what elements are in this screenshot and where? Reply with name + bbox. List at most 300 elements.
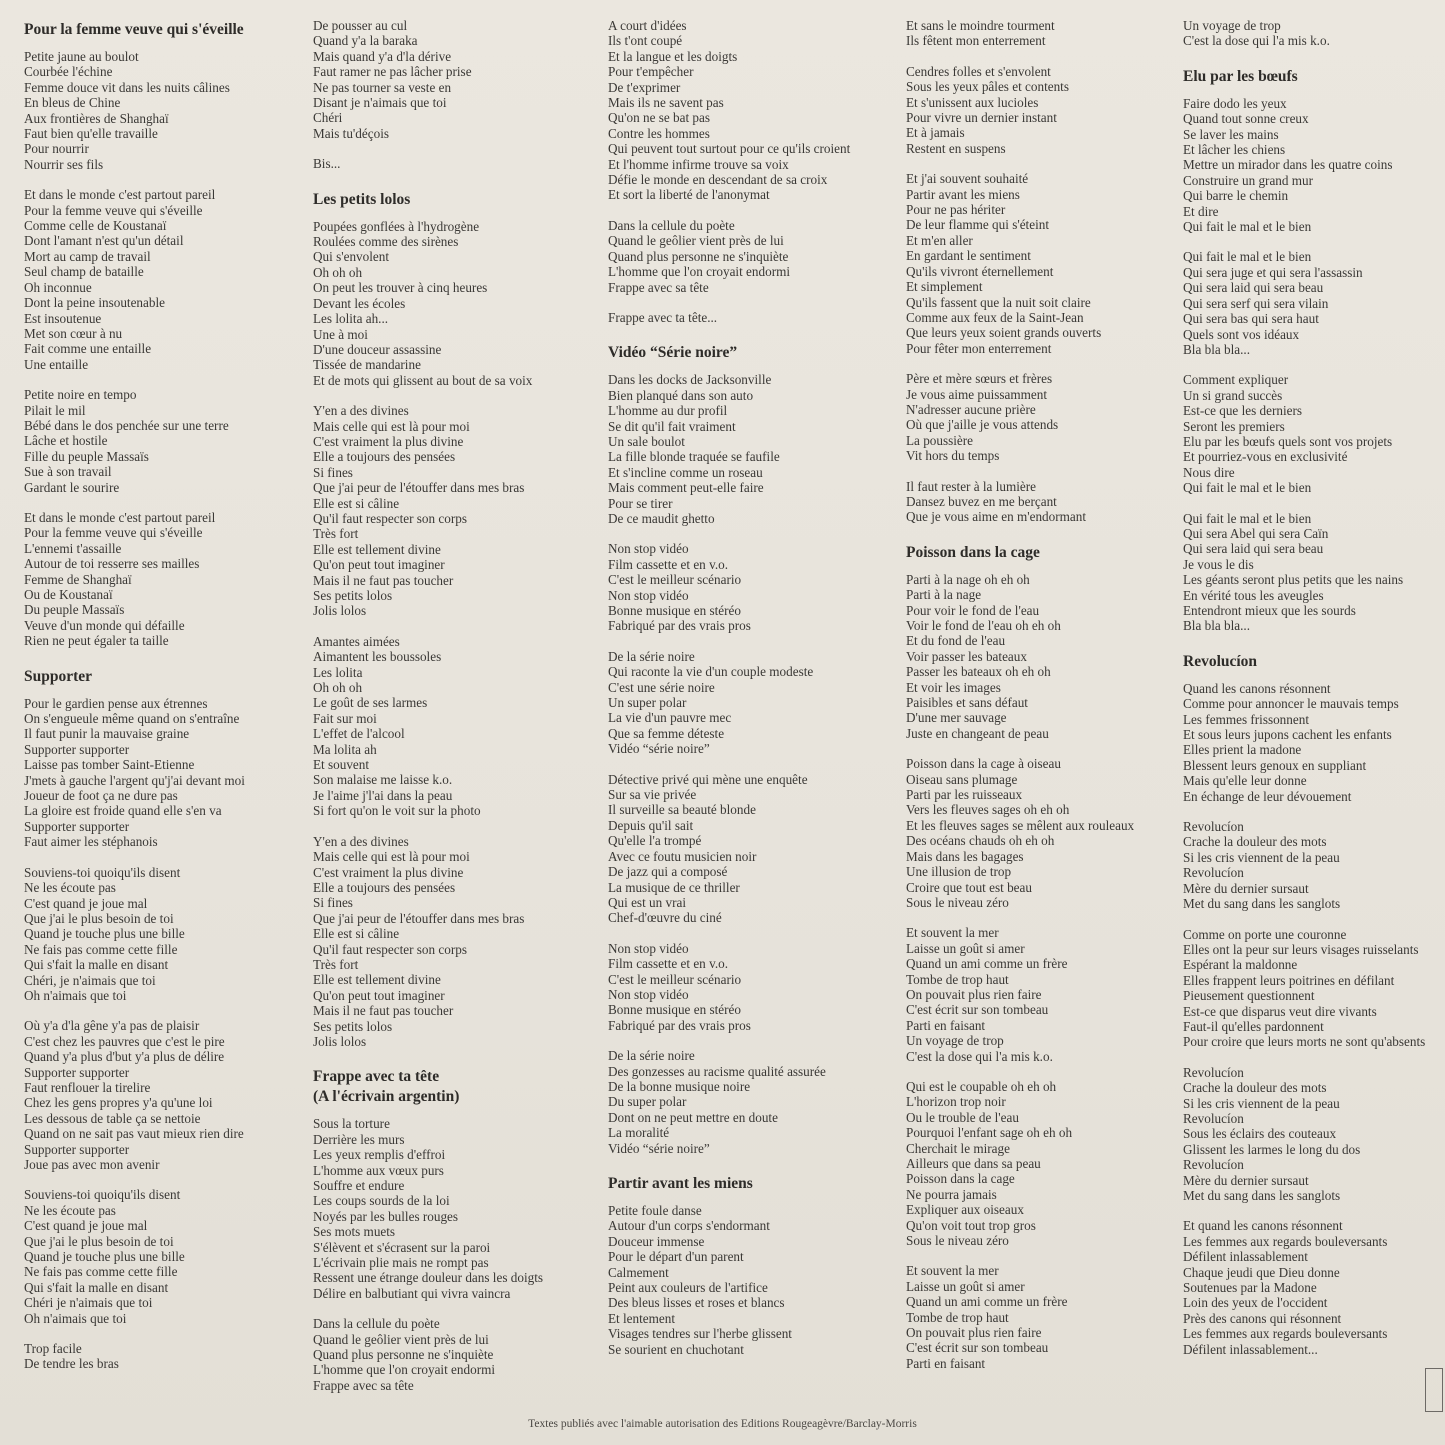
lyric-line: Qui s'fait la malle en disant [24, 1279, 169, 1295]
lyric-line: Petite foule danse [608, 1203, 702, 1218]
stanza [906, 64, 1134, 156]
lyric-line: Elle est si câline [313, 926, 400, 942]
lyric-line: Et lâcher les chiens [1183, 142, 1286, 158]
lyric-line: Sous la torture [313, 1116, 390, 1132]
lyric-line: Derrière les murs [313, 1131, 405, 1147]
lyric-line: Quand le geôlier vient près de lui [608, 233, 784, 249]
lyric-line: On s'engueule même quand on s'entraîne [24, 711, 240, 727]
lyric-line: La poussière [906, 432, 974, 448]
lyric-line: Qu'on peut tout imaginer [313, 987, 445, 1003]
lyric-line: Un sale boulot [608, 433, 685, 449]
lyric-line: En échange de leur dévouement [1183, 788, 1352, 804]
lyric-line: Et dans le monde c'est partout pareil [24, 509, 216, 525]
lyric-line: Loin des yeux de l'occident [1183, 1295, 1328, 1311]
lyric-line: Quand je touche plus une bille [24, 1249, 185, 1265]
lyric-line: Mère du dernier sursaut [1183, 1172, 1309, 1188]
lyric-line: Oh oh oh [313, 264, 363, 280]
lyric-line: Revolucíon [1183, 1157, 1244, 1173]
lyric-line: Défilent inlassablement... [1183, 1341, 1318, 1357]
lyric-line: Glissent les larmes le long du dos [1183, 1141, 1361, 1157]
lyric-line: Bonne musique en stéréo [608, 603, 741, 618]
lyric-line: C'est écrit sur son tombeau [906, 1002, 1049, 1018]
lyric-line: Pour ne pas hériter [906, 202, 1006, 218]
lyric-line: Aux frontières de Shanghaï [24, 110, 169, 126]
lyric-line: Tombe de trop haut [906, 971, 1009, 987]
lyric-line: Croire que tout est beau [906, 879, 1032, 895]
stanza [24, 1187, 245, 1326]
lyric-line: Et dire [1183, 203, 1219, 219]
lyric-line: Défilent inlassablement [1183, 1249, 1308, 1265]
lyric-line: Sue à son travail [24, 464, 112, 480]
lyric-line: N'adresser aucune prière [906, 401, 1036, 417]
lyric-line: Poupées gonflées à l'hydrogène [313, 218, 480, 234]
lyric-line: Met du sang dans les sanglots [1183, 896, 1341, 912]
stanza [1183, 681, 1425, 804]
song-title: Vidéo “Série noire” [608, 344, 738, 362]
stanza [906, 371, 1134, 463]
lyric-line: Parti en faisant [906, 1017, 986, 1033]
stanza [24, 696, 245, 850]
lyric-line: Elles ont la peur sur leurs visages ruisselants [1183, 941, 1419, 957]
lyric-line: Elu par les bœufs quels sont vos projets [1183, 433, 1393, 449]
lyric-line: Comme on porte une couronne [1183, 926, 1347, 942]
lyric-line: De leur flamme qui s'éteint [906, 217, 1049, 233]
lyric-line: Jolis lolos [313, 603, 367, 619]
lyric-line: Je vous aime puissamment [906, 386, 1048, 402]
stanza [24, 510, 245, 649]
lyric-line: D'une douceur assassine [313, 341, 442, 357]
lyric-line: Elle a toujours des pensées [313, 879, 456, 895]
stanza [1183, 511, 1425, 634]
lyric-line: De t'exprimer [608, 79, 681, 95]
lyric-line: De ce maudit ghetto [608, 510, 715, 526]
lyric-line: Délire en balbutiant qui vivra vaincra [313, 1285, 511, 1301]
stanza [608, 372, 850, 526]
stanza [1183, 819, 1425, 911]
lyric-line: Cherchait le mirage [906, 1140, 1010, 1156]
lyric-line: Ailleurs que dans sa peau [906, 1156, 1041, 1171]
lyric-line: Crache la douleur des mots [1183, 834, 1327, 850]
stanza [608, 541, 850, 633]
lyric-line: Bébé dans le dos penchée sur une terre [24, 417, 229, 433]
lyric-line: C'est quand je joue mal [24, 1218, 148, 1234]
lyric-line: Mais dans les bagages [906, 848, 1024, 864]
lyric-line: Et souvent [313, 757, 370, 773]
lyric-line: C'est la dose qui l'a mis k.o. [1183, 33, 1330, 49]
lyric-line: Bonne musique en stéréo [608, 1002, 741, 1018]
lyric-line: Pour se tirer [608, 495, 673, 511]
lyric-line: Si les cris viennent de la peau [1183, 849, 1340, 865]
lyric-line: Bla bla bla... [1183, 341, 1251, 357]
lyric-line: Expliquer aux oiseaux [906, 1202, 1024, 1218]
lyric-line: C'est la dose qui l'a mis k.o. [906, 1048, 1053, 1064]
lyric-line: Et s'incline comme un roseau [608, 464, 763, 480]
lyric-line: Si fines [313, 464, 353, 480]
lyric-line: Non stop vidéo [608, 940, 689, 956]
label-logo-icon [1425, 1368, 1443, 1412]
stanza [906, 1079, 1134, 1248]
lyric-line: En vérité tous les aveugles [1183, 587, 1324, 603]
lyric-line: Disant je n'aimais que toi [313, 95, 447, 111]
lyric-line: Les femmes aux regards bouleversants [1183, 1326, 1388, 1342]
lyric-line: Et m'en aller [906, 232, 973, 248]
lyric-line: Et la langue et les doigts [608, 48, 738, 64]
lyric-line: Chaque jeudi que Dieu donne [1183, 1264, 1340, 1280]
lyric-line: Pourquoi l'enfant sage oh eh oh [906, 1125, 1073, 1141]
lyric-line: Mais ils ne savent pas [608, 95, 724, 111]
lyric-line: Chéri, je n'aimais que toi [24, 972, 156, 988]
lyric-line: On pouvait plus rien faire [906, 1325, 1042, 1341]
lyric-line: Juste en changeant de peau [906, 725, 1049, 741]
lyric-line: Bis... [313, 156, 341, 172]
lyric-line: Si fines [313, 895, 353, 911]
stanza [608, 772, 850, 926]
lyric-line: Ils t'ont coupé [608, 33, 683, 49]
lyric-line: Met son cœur à nu [24, 325, 123, 341]
lyric-line: Du peuple Massaïs [24, 602, 125, 618]
lyric-line: Laisse un goût si amer [906, 1278, 1025, 1294]
lyric-line: C'est vraiment la plus divine [313, 864, 464, 880]
lyric-line: Elle a toujours des pensées [313, 449, 456, 465]
lyric-line: Près des canons qui résonnent [1183, 1310, 1342, 1326]
lyric-line: Elles frappent leurs poitrines en défilant [1183, 972, 1395, 988]
lyric-line: Et quand les canons résonnent [1183, 1218, 1343, 1234]
lyric-line: Partir avant les miens [906, 186, 1020, 202]
lyric-line: C'est quand je joue mal [24, 895, 148, 911]
lyric-line: Souffre et endure [313, 1178, 405, 1193]
lyric-line: Oh n'aimais que toi [24, 987, 127, 1003]
lyric-line: Qui sera laid qui sera beau [1183, 280, 1324, 296]
lyric-line: Du super polar [608, 1094, 687, 1110]
lyric-line: Paisibles et sans défaut [906, 695, 1028, 711]
lyric-line: Et souvent la mer [906, 925, 999, 941]
lyric-line: Et j'ai souvent souhaité [906, 171, 1029, 187]
lyric-line: Seront les premiers [1183, 418, 1285, 434]
stanza [1183, 18, 1425, 49]
lyric-line: Que j'ai le plus besoin de toi [24, 910, 174, 926]
lyric-line: Met du sang dans les sanglots [1183, 1188, 1341, 1203]
lyric-line: Est-ce que les derniers [1183, 403, 1303, 419]
lyric-line: Et l'homme infirme trouve sa voix [608, 156, 789, 172]
lyric-line: Les géants seront plus petits que les nains [1183, 572, 1404, 588]
lyric-line: Mettre un mirador dans les quatre coins [1183, 157, 1393, 173]
stanza [906, 479, 1134, 525]
lyric-line: Fait comme une entaille [24, 341, 152, 357]
lyric-line: Noyés par les bulles rouges [313, 1208, 459, 1224]
lyric-line: Quand on ne sait pas vaut mieux rien dire [24, 1126, 244, 1142]
lyric-line: C'est le meilleur scénario [608, 971, 742, 987]
lyric-line: Bien planqué dans son auto [608, 387, 754, 403]
stanza [608, 18, 850, 203]
lyric-line: C'est chez les pauvres que c'est le pire [24, 1033, 225, 1049]
lyric-line: Qu'ils vivront éternellement [906, 263, 1054, 279]
stanza [1183, 1065, 1425, 1204]
lyric-line: Et les fleuves sages se mêlent aux rouleaux [906, 817, 1135, 833]
lyric-line: Vit hors du temps [906, 448, 1000, 464]
lyric-line: Qui est le coupable oh eh oh [906, 1078, 1057, 1094]
lyric-line: La fille blonde traquée se faufile [608, 449, 780, 465]
lyric-line: C'est le meilleur scénario [608, 572, 742, 588]
lyric-line: Père et mère sœurs et frères [906, 371, 1053, 387]
lyric-line: L'ennemi t'assaille [24, 540, 122, 556]
lyric-line: Qu'on ne se bat pas [608, 110, 710, 126]
lyric-line: Comment expliquer [1183, 372, 1289, 388]
stanza [24, 187, 245, 372]
lyric-line: Douceur immense [608, 1233, 705, 1249]
lyric-line: Et sort la liberté de l'anonymat [608, 187, 770, 203]
lyric-line: De jazz qui a composé [608, 864, 728, 880]
song-title: Pour la femme veuve qui s'éveille [24, 21, 244, 38]
lyric-line: Comme pour annoncer le mauvais temps [1183, 696, 1399, 712]
lyric-line: Laisse pas tomber Saint-Etienne [24, 757, 195, 773]
lyric-line: Gardant le sourire [24, 479, 120, 495]
lyric-line: Aimantent les boussoles [313, 649, 442, 665]
lyric-line: Et de mots qui glissent au bout de sa voix [313, 372, 533, 388]
lyric-line: Il surveille sa beauté blonde [608, 802, 756, 818]
stanza [313, 634, 543, 819]
lyric-line: Parti en faisant [906, 1355, 986, 1371]
lyric-line: L'homme que l'on croyait endormi [608, 264, 791, 280]
lyric-line: Et sans le moindre tourment [906, 18, 1055, 33]
lyric-line: Oh n'aimais que toi [24, 1310, 127, 1326]
stanza [906, 572, 1134, 741]
stanza [608, 218, 850, 295]
lyric-line: L'écrivain plie mais ne rompt pas [313, 1255, 489, 1271]
lyric-line: Pour voir le fond de l'eau [906, 602, 1040, 618]
lyric-line: Qui fait le mal et le bien [1183, 249, 1312, 265]
lyric-line: Tombe de trop haut [906, 1309, 1009, 1325]
lyric-line: Que j'ai peur de l'étouffer dans mes bras [313, 480, 525, 496]
lyric-line: Passer les bateaux oh eh oh [906, 664, 1051, 680]
lyric-line: Espérant la maldonne [1183, 957, 1298, 973]
lyric-line: Avec ce foutu musicien noir [608, 848, 757, 864]
lyric-line: Frappe avec ta tête... [608, 309, 718, 325]
lyric-line: Un si grand succès [1183, 387, 1283, 403]
lyric-line: Joue pas avec mon avenir [24, 1157, 160, 1172]
lyric-line: Et pourriez-vous en exclusivité [1183, 449, 1348, 465]
lyric-line: Non stop vidéo [608, 986, 689, 1002]
lyric-line: Quels sont vos idéaux [1183, 326, 1300, 342]
lyric-line: Y'en a des divines [313, 403, 409, 419]
lyric-line: Veuve d'un monde qui défaille [24, 617, 185, 633]
lyric-line: L'effet de l'alcool [313, 726, 405, 742]
lyric-line: Y'en a des divines [313, 833, 409, 849]
lyric-line: Oh inconnue [24, 279, 92, 295]
lyric-line: Il faut punir la mauvaise graine [24, 726, 190, 742]
stanza [1183, 372, 1425, 495]
lyrics-column-5 [1183, 18, 1425, 1372]
lyric-line: Ne pas tourner sa veste en [313, 79, 452, 95]
lyric-line: Où y'a d'la gêne y'a pas de plaisir [24, 1018, 200, 1034]
lyric-line: Pour nourrir [24, 141, 89, 157]
lyric-line: Chéri [313, 110, 343, 126]
lyric-line: Fait sur moi [313, 710, 377, 726]
lyric-line: Ressent une étrange douleur dans les doigts [313, 1270, 543, 1286]
lyric-line: Qui s'fait la malle en disant [24, 957, 169, 973]
lyric-line: Si fort qu'on le voit sur la photo [313, 803, 481, 819]
lyric-line: Elle est tellement divine [313, 972, 441, 988]
lyric-line: Qu'il faut respecter son corps [313, 510, 467, 526]
lyric-line: Un voyage de trop [1183, 18, 1281, 33]
lyric-line: Vidéo “série noire” [608, 1140, 710, 1156]
lyric-line: Quand tout sonne creux [1183, 111, 1309, 127]
lyric-line: Comme celle de Koustanaï [24, 218, 167, 234]
lyric-line: Dont on ne peut mettre en doute [608, 1109, 778, 1125]
lyric-line: Pour le gardien pense aux étrennes [24, 695, 208, 711]
lyric-line: Dansez buvez en me berçant [906, 493, 1057, 509]
lyric-line: Sous le niveau zéro [906, 1233, 1009, 1249]
lyric-line: Oh oh oh [313, 680, 363, 696]
lyric-line: Laisse un goût si amer [906, 940, 1025, 956]
lyric-line: Très fort [313, 956, 359, 972]
lyric-line: Que j'ai peur de l'étouffer dans mes bras [313, 910, 525, 926]
lyric-line: Pour la femme veuve qui s'éveille [24, 525, 203, 541]
lyric-line: Et à jamais [906, 125, 965, 141]
lyric-line: Vers les fleuves sages oh eh oh [906, 802, 1070, 818]
lyric-line: Que sa femme déteste [608, 725, 725, 741]
lyric-line: Que j'ai le plus besoin de toi [24, 1233, 174, 1249]
stanza [1183, 249, 1425, 357]
lyric-line: L'homme aux vœux purs [313, 1162, 444, 1178]
lyric-line: Non stop vidéo [608, 541, 689, 557]
stanza [313, 219, 543, 388]
lyric-line: Devant les écoles [313, 295, 406, 311]
stanza [608, 649, 850, 757]
lyric-line: Faut renflouer la tirelire [24, 1079, 151, 1095]
lyric-line: Nous dire [1183, 464, 1235, 480]
lyric-line: On pouvait plus rien faire [906, 986, 1042, 1002]
lyric-line: De pousser au cul [313, 18, 408, 33]
lyric-line: Nourrir ses fils [24, 156, 104, 172]
lyric-line: De la bonne musique noire [608, 1078, 751, 1094]
lyric-line: Quand un ami comme un frère [906, 956, 1068, 972]
lyric-line: Faut ramer ne pas lâcher prise [313, 64, 472, 80]
lyric-line: Pilait le mil [24, 402, 86, 418]
lyric-line: Quand y'a plus d'but y'a plus de délire [24, 1049, 225, 1065]
lyric-line: Les yeux remplis d'effroi [313, 1147, 446, 1163]
lyric-line: Dont l'amant n'est qu'un détail [24, 233, 184, 249]
lyric-line: Ne les écoute pas [24, 880, 116, 896]
lyric-line: Mais celle qui est là pour moi [313, 849, 470, 865]
lyric-line: Souviens-toi quoiqu'ils disent [24, 1187, 181, 1203]
lyric-line: Qu'on peut tout imaginer [313, 557, 445, 573]
lyric-line: Mère du dernier sursaut [1183, 880, 1309, 896]
lyric-line: Tissée de mandarine [313, 357, 421, 373]
lyric-line: Frappe avec sa tête [608, 279, 709, 295]
lyric-line: Joueur de foot ça ne dure pas [24, 788, 178, 804]
lyric-line: Pour la femme veuve qui s'éveille [24, 202, 203, 218]
lyric-line: A court d'idées [608, 18, 687, 33]
lyric-line: Est insoutenue [24, 310, 102, 326]
lyric-line: Mais qu'elle leur donne [1183, 773, 1307, 789]
stanza [24, 387, 245, 495]
lyric-line: Revolucíon [1183, 1110, 1244, 1126]
lyric-line: Ses petits lolos [313, 588, 393, 603]
lyric-line: Ne fais pas comme cette fille [24, 941, 178, 957]
lyric-line: Souviens-toi quoiqu'ils disent [24, 864, 181, 880]
lyric-line: Voir passer les bateaux [906, 648, 1027, 664]
lyric-line: Est-ce que disparus veut dire vivants [1183, 1003, 1377, 1019]
lyric-line: Vidéo “série noire” [608, 741, 710, 757]
lyric-line: C'est vraiment la plus divine [313, 433, 464, 449]
lyric-line: Les dessous de table ça se nettoie [24, 1110, 201, 1126]
lyric-line: Ou de Koustanaï [24, 587, 113, 602]
lyric-line: C'est écrit sur son tombeau [906, 1340, 1049, 1356]
lyric-line: Fille du peuple Massaïs [24, 448, 149, 464]
lyric-line: Mais comment peut-elle faire [608, 480, 764, 496]
lyric-line: Qu'ils fassent que la nuit soit claire [906, 294, 1091, 310]
lyric-line: Et souvent la mer [906, 1263, 999, 1279]
lyric-line: La gloire est froide quand elle s'en va [24, 803, 222, 819]
lyric-line: Je vous le dis [1183, 556, 1254, 572]
lyric-line: Contre les hommes [608, 125, 710, 141]
stanza [24, 1018, 245, 1172]
lyric-line: Quand plus personne ne s'inquiète [608, 248, 789, 264]
lyric-line: Poisson dans la cage [906, 1171, 1015, 1187]
lyric-line: Peint aux couleurs de l'artifice [608, 1280, 768, 1296]
lyric-line: Le goût de ses larmes [313, 695, 428, 711]
lyric-line: Rien ne peut égaler ta taille [24, 633, 169, 649]
lyric-line: Calmement [608, 1264, 669, 1280]
lyric-line: Ses petits lolos [313, 1018, 393, 1034]
lyric-line: Les lolita ah... [313, 311, 389, 327]
lyric-line: Qui raconte la vie d'un couple modeste [608, 664, 814, 680]
lyric-line: Voir le fond de l'eau oh eh oh [906, 618, 1061, 633]
stanza [906, 925, 1134, 1064]
lyric-line: La musique de ce thriller [608, 879, 740, 895]
lyric-line: Qui sera laid qui sera beau [1183, 541, 1324, 557]
lyric-line: S'élèvent et s'écrasent sur la paroi [313, 1239, 491, 1255]
song-title: Supporter [24, 667, 93, 685]
lyric-line: Restent en suspens [906, 140, 1006, 156]
lyric-line: Je l'aime j'l'ai dans la peau [313, 787, 453, 803]
lyric-line: Il faut rester à la lumière [906, 478, 1036, 494]
lyric-line: Dans la cellule du poète [608, 217, 735, 233]
lyric-line: Et du fond de l'eau [906, 633, 1006, 649]
lyric-line: Et simplement [906, 279, 983, 295]
lyric-line: Et voir les images [906, 679, 1001, 695]
lyric-line: Jolis lolos [313, 1033, 367, 1049]
lyric-line: Des bleus lisses et roses et blancs [608, 1295, 785, 1311]
lyric-line: Entendront mieux que les sourds [1183, 603, 1356, 618]
lyric-line: Un voyage de trop [906, 1033, 1004, 1049]
lyric-line: Revolucíon [1183, 865, 1244, 881]
lyric-line: Dans les docks de Jacksonville [608, 372, 772, 388]
lyric-line: Faut aimer les stéphanois [24, 834, 158, 850]
lyric-line: Se laver les mains [1183, 126, 1279, 142]
lyric-line: Supporter supporter [24, 818, 130, 834]
lyric-line: Amantes aimées [313, 633, 400, 649]
lyric-line: Quand plus personne ne s'inquiète [313, 1347, 494, 1363]
lyric-line: Défie le monde en descendant de sa croix [608, 172, 828, 188]
lyric-line: Mais tu'déçois [313, 125, 389, 141]
lyric-line: Qu'il faut respecter son corps [313, 941, 467, 957]
lyric-line: Les femmes aux regards bouleversants [1183, 1233, 1388, 1249]
lyric-line: De la série noire [608, 648, 695, 664]
lyric-line: En bleus de Chine [24, 95, 121, 111]
lyric-line: De la série noire [608, 1048, 695, 1064]
lyric-line: L'homme que l'on croyait endormi [313, 1362, 496, 1378]
lyric-line: C'est une série noire [608, 679, 715, 695]
lyric-line: Et lentement [608, 1310, 676, 1326]
lyric-line: Fabriqué par des vrais pros [608, 618, 751, 634]
lyric-line: Ma lolita ah [313, 741, 377, 757]
lyrics-column-4 [906, 18, 1134, 1386]
lyric-line: Quand les canons résonnent [1183, 680, 1331, 696]
song-title: Poisson dans la cage [906, 543, 1040, 561]
stanza [313, 1116, 543, 1301]
lyric-line: Un super polar [608, 695, 687, 711]
